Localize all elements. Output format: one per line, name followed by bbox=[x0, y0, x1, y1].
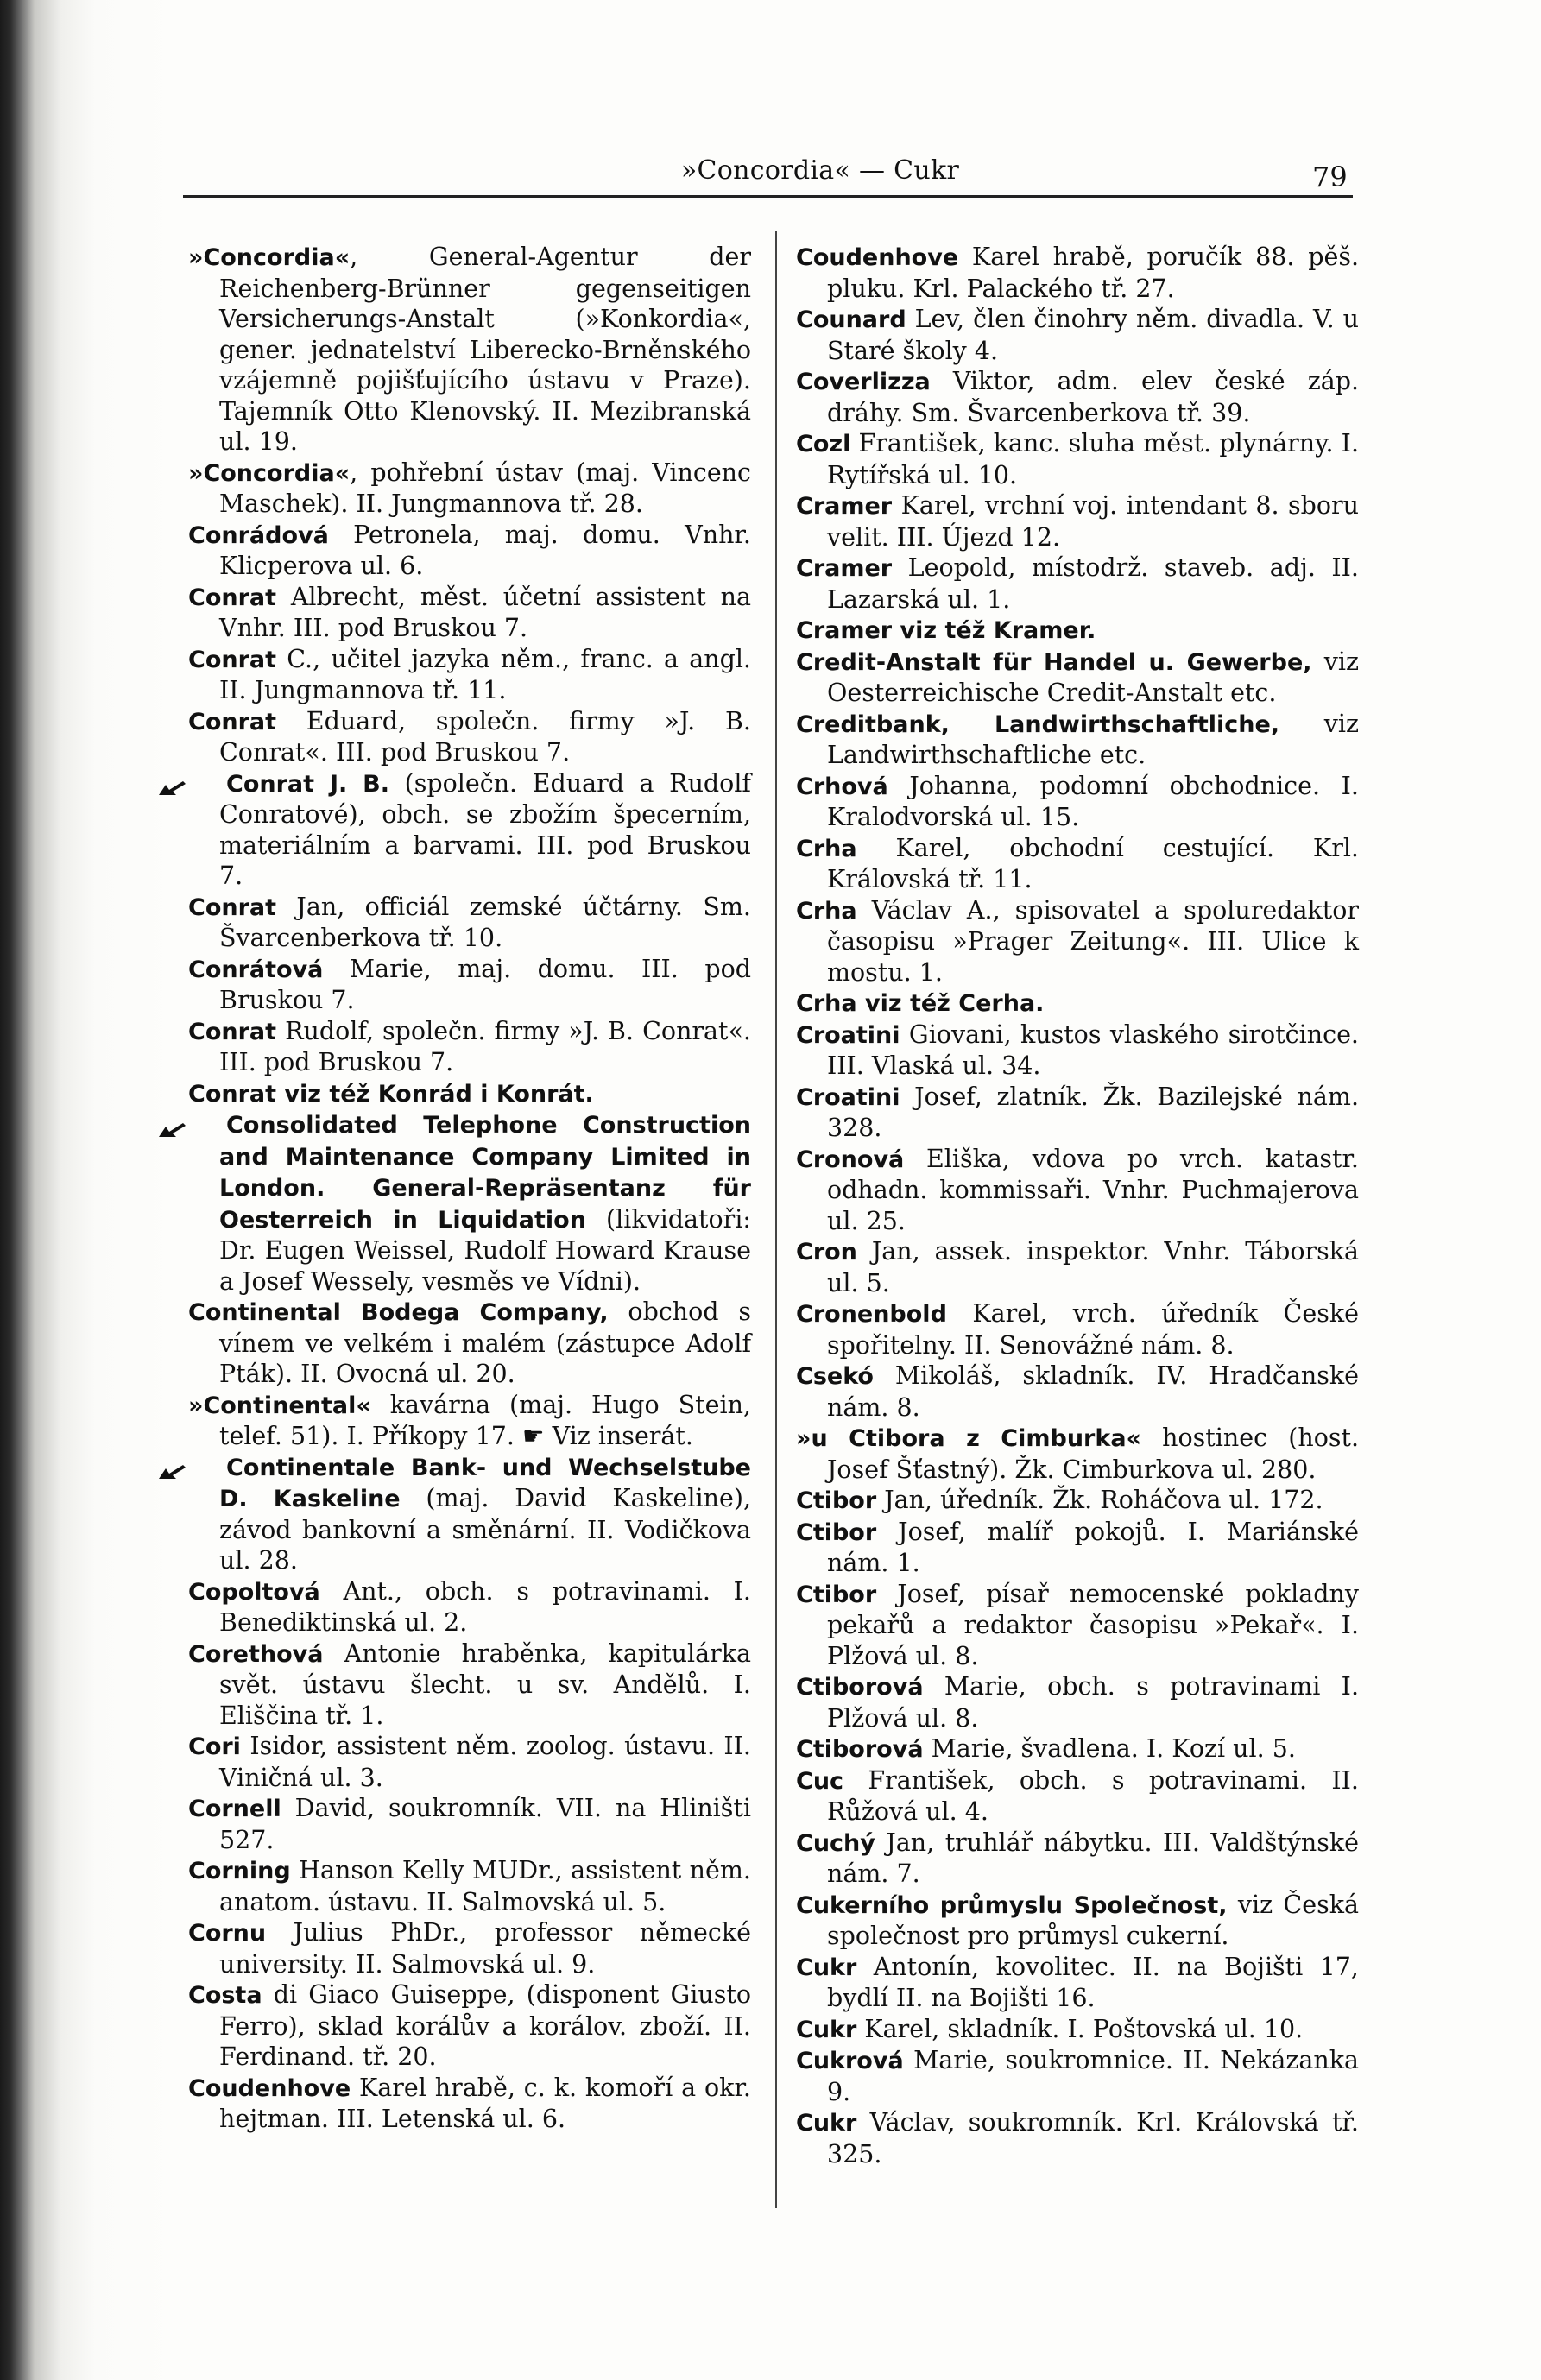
entry-name: Continental Bodega Company, bbox=[188, 1299, 609, 1326]
entry-name: Corethová bbox=[188, 1640, 324, 1668]
entry-name: Conrat bbox=[188, 1018, 277, 1045]
directory-entry bbox=[796, 304, 1359, 366]
directory-entry bbox=[188, 1979, 751, 2073]
entry-name: Consolidated Telephone Construction and Maintenance Company Limited in London. General-Repräsentanz für Oesterreich in Liquidation bbox=[219, 1112, 751, 1234]
entry-name: Cron bbox=[796, 1239, 857, 1266]
entry-text: C., učitel jazyka něm., franc. a angl. II. Jungmannova tř. 11. bbox=[219, 644, 751, 704]
entry-text: viz Oesterreichische Credit-Anstalt etc. bbox=[827, 647, 1359, 707]
entry-name: Conrat viz též Konrád i Konrát. bbox=[188, 1080, 594, 1108]
entry-text: Karel, vrchní voj. intendant 8. sboru velit. III. Újezd 12. bbox=[827, 491, 1359, 552]
directory-entry bbox=[188, 1731, 751, 1793]
directory-entry bbox=[188, 1390, 751, 1452]
page-number: 79 bbox=[1312, 161, 1348, 193]
entry-name: Cramer viz též Kramer. bbox=[796, 617, 1096, 644]
directory-entry bbox=[796, 647, 1359, 709]
entry-name: Ctiborová bbox=[796, 1736, 924, 1763]
entry-name: Conrádová bbox=[188, 521, 329, 549]
entry-name: Ctibor bbox=[796, 1487, 877, 1514]
entry-text: Václav, soukromník. Krl. Královská tř. 325. bbox=[827, 2108, 1359, 2169]
entry-text: David, soukromník. VII. na Hliništi 527. bbox=[219, 1794, 751, 1854]
entry-name: Credit-Anstalt für Handel u. Gewerbe, bbox=[796, 648, 1312, 676]
entry-text: Lev, člen činohry něm. divadla. V. u Staré školy 4. bbox=[827, 305, 1359, 365]
directory-entry bbox=[188, 644, 751, 706]
directory-entry bbox=[796, 1671, 1359, 1733]
entry-text: Jan, truhlář nábytku. III. Valdštýnské nám. 7. bbox=[827, 1828, 1359, 1888]
entry-text: Petronela, maj. domu. Vnhr. Klicperova ul. 6. bbox=[219, 520, 751, 580]
directory-entry bbox=[188, 1078, 751, 1110]
entry-text: viz Česká společnost pro průmysl cukerní. bbox=[827, 1890, 1359, 1950]
entry-text: di Giaco Guiseppe, (disponent Giusto Ferro), sklad korálův a korálov. zboží. II. Ferdinand. tř. 20. bbox=[219, 1980, 751, 2071]
directory-entry bbox=[796, 895, 1359, 988]
entry-name: Cukrová bbox=[796, 2048, 904, 2074]
entry-text: Karel, vrch. úředník České spořitelny. II. Senovážné nám. 8. bbox=[827, 1299, 1359, 1360]
header-rule bbox=[183, 195, 1353, 198]
entry-text: Václav A., spisovatel a spoluredaktor časopisu »Prager Zeitung«. III. Ulice k mostu. 1. bbox=[827, 895, 1359, 987]
entry-name: Cukr bbox=[796, 2016, 857, 2043]
directory-entry bbox=[188, 242, 751, 458]
directory-entry bbox=[796, 490, 1359, 552]
directory-entry bbox=[796, 1517, 1359, 1579]
entry-name: Conrat bbox=[188, 584, 277, 611]
directory-entry bbox=[796, 1144, 1359, 1237]
entry-name: Copoltová bbox=[188, 1578, 320, 1606]
directory-entry bbox=[188, 1297, 751, 1390]
entry-name: Creditbank, Landwirthschaftliche, bbox=[796, 710, 1280, 738]
directory-entry bbox=[188, 1576, 751, 1638]
directory-entry bbox=[188, 1855, 751, 1917]
entry-text: Julius PhDr., professor německé university. II. Salmovská ul. 9. bbox=[219, 1918, 751, 1979]
directory-entry bbox=[796, 1733, 1359, 1765]
entry-name: Cozl bbox=[796, 431, 851, 458]
directory-entry bbox=[796, 1423, 1359, 1485]
directory-entry bbox=[796, 1236, 1359, 1298]
directory-entry bbox=[796, 833, 1359, 895]
directory-entry bbox=[796, 2107, 1359, 2169]
entry-text: Antonín, kovolitec. II. na Bojišti 17, bydlí II. na Bojišti 16. bbox=[827, 1952, 1359, 2012]
entry-text: hostinec (host. Josef Šťastný). Žk. Cimburkova ul. 280. bbox=[827, 1424, 1360, 1484]
entry-text: Josef, písař nemocenské pokladny pekařů a redaktor časopisu »Pekař«. I. Plžová ul. 8. bbox=[827, 1579, 1359, 1670]
entry-text: , General-Agentur der Reichenberg-Brünner gegenseitigen Versicherungs-Anstalt (»Konkordia«, gener. jednatelství Liberecko-Brněnského vzájemně pojišťujícího ústavu v Praze). Tajemník Otto Klenovský. II. Mezibranská ul. 19. bbox=[219, 243, 751, 456]
entry-name: Ctibor bbox=[796, 1581, 877, 1608]
entry-name: Coudenhove bbox=[796, 244, 959, 271]
directory-entry bbox=[796, 615, 1359, 647]
entry-name: Cukerního průmyslu Společnost, bbox=[796, 1891, 1228, 1919]
entry-name: Csekó bbox=[796, 1363, 874, 1390]
directory-entry bbox=[188, 1452, 751, 1576]
entry-name: Crha bbox=[796, 897, 857, 925]
entry-name: »u Ctibora z Cimburka« bbox=[796, 1425, 1141, 1452]
entry-text: Karel hrabě, poručík 88. pěš. pluku. Krl. Palackého tř. 27. bbox=[827, 243, 1359, 303]
entry-text: František, kanc. sluha měst. plynárny. I. Rytířská ul. 10. bbox=[827, 429, 1359, 489]
directory-entry bbox=[796, 709, 1359, 771]
directory-entry bbox=[796, 2014, 1359, 2046]
directory-entry bbox=[796, 1360, 1359, 1423]
entry-text: Isidor, assistent něm. zoolog. ústavu. II. Viničná ul. 3. bbox=[219, 1732, 751, 1792]
directory-entry bbox=[796, 2045, 1359, 2107]
entry-name: Cuchý bbox=[796, 1829, 875, 1857]
directory-entry bbox=[796, 1952, 1359, 2014]
directory-entry bbox=[188, 1917, 751, 1979]
entry-text: Karel, obchodní cestující. Krl. Královská tř. 11. bbox=[827, 833, 1359, 893]
pointing-hand-icon bbox=[188, 1459, 221, 1478]
entry-name: Crha bbox=[796, 835, 857, 862]
entry-text: obchod s vínem ve velkém i malém (zástupce Adolf Pták). II. Ovocná ul. 20. bbox=[219, 1297, 751, 1388]
entry-text: Leopold, místodrž. staveb. adj. II. Lazarská ul. 1. bbox=[827, 553, 1359, 614]
entry-text: Jan, officiál zemské účtárny. Sm. Švarcenberkova tř. 10. bbox=[219, 892, 751, 952]
entry-name: Croatini bbox=[796, 1021, 900, 1049]
entry-name: Costa bbox=[188, 1982, 262, 2009]
right-column bbox=[796, 242, 1359, 2169]
directory-entry bbox=[188, 520, 751, 582]
column-divider bbox=[775, 231, 777, 2208]
directory-entry bbox=[796, 242, 1359, 304]
entry-text: Eliška, vdova po vrch. katastr. odhadn. kommissaři. Vnhr. Puchmajerova ul. 25. bbox=[827, 1144, 1359, 1235]
directory-entry bbox=[796, 1082, 1359, 1144]
entry-name: Cramer bbox=[796, 493, 893, 520]
entry-name: »Concordia« bbox=[188, 244, 351, 271]
entry-text: Karel, skladník. I. Poštovská ul. 10. bbox=[856, 2014, 1304, 2043]
directory-entry bbox=[796, 552, 1359, 615]
entry-text: Eduard, společn. firmy »J. B. Conrat«. III. pod Bruskou 7. bbox=[219, 706, 751, 767]
directory-entry bbox=[188, 1016, 751, 1078]
entry-name: Coverlizza bbox=[796, 369, 931, 395]
entry-text: František, obch. s potravinami. II. Růžová ul. 4. bbox=[827, 1765, 1359, 1826]
entry-name: Cornu bbox=[188, 1920, 267, 1947]
entry-text: kavárna (maj. Hugo Stein, telef. 51). I. Příkopy 17. ☛ Viz inserát. bbox=[219, 1390, 751, 1450]
entry-text: Jan, assek. inspektor. Vnhr. Táborská ul. 5. bbox=[827, 1237, 1359, 1297]
entry-text: Marie, švadlena. I. Kozí ul. 5. bbox=[923, 1734, 1296, 1763]
entry-name: Ctibor bbox=[796, 1518, 877, 1546]
entry-name: Conrat J. B. bbox=[226, 770, 390, 798]
entry-name: Ctiborová bbox=[796, 1674, 924, 1701]
entry-name: Cronová bbox=[796, 1146, 905, 1173]
entry-name: Cuc bbox=[796, 1767, 844, 1795]
directory-entry bbox=[188, 1109, 751, 1297]
entry-name: Coudenhove bbox=[188, 2074, 351, 2102]
entry-name: Croatini bbox=[796, 1083, 900, 1111]
entry-name: Conrátová bbox=[188, 956, 324, 983]
directory-entry bbox=[796, 1298, 1359, 1360]
directory-entry bbox=[796, 1890, 1359, 1952]
directory-entry bbox=[188, 1793, 751, 1855]
entry-text: Giovani, kustos vlaského sirotčince. III. Vlaská ul. 34. bbox=[827, 1020, 1359, 1080]
entry-text: (likvidatoři: Dr. Eugen Weissel, Rudolf Howard Krause a Josef Wessely, vesměs ve Vídni). bbox=[219, 1204, 751, 1296]
entry-name: Cramer bbox=[796, 555, 893, 582]
entry-text: Marie, obch. s potravinami I. Plžová ul. 8. bbox=[827, 1672, 1359, 1733]
entry-name: Conrat bbox=[188, 646, 277, 673]
directory-entry bbox=[796, 1579, 1359, 1672]
directory-entry bbox=[796, 1828, 1359, 1890]
directory-entry bbox=[188, 768, 751, 892]
directory-entry bbox=[796, 771, 1359, 833]
entry-name: Crha viz též Cerha. bbox=[796, 990, 1045, 1017]
entry-name: Cornell bbox=[188, 1796, 281, 1822]
entry-text: Josef, malíř pokojů. I. Mariánské nám. 1. bbox=[827, 1517, 1359, 1577]
directory-entry bbox=[796, 428, 1359, 490]
directory-entry bbox=[188, 582, 751, 644]
entry-text: Jan, úředník. Žk. Roháčova ul. 172. bbox=[876, 1486, 1323, 1514]
entry-name: Cukr bbox=[796, 2110, 857, 2137]
entry-name: Crhová bbox=[796, 773, 888, 800]
directory-entry bbox=[188, 706, 751, 768]
entry-text: Johanna, podomní obchodnice. I. Kralodvorská ul. 15. bbox=[827, 771, 1359, 831]
entry-text: Marie, soukromnice. II. Nekázanka 9. bbox=[827, 2046, 1359, 2106]
directory-entry bbox=[796, 1020, 1359, 1082]
entry-name: Cori bbox=[188, 1733, 241, 1760]
running-head: »Concordia« — Cukr bbox=[680, 155, 960, 186]
directory-entry bbox=[796, 1765, 1359, 1828]
entry-text: , pohřební ústav (maj. Vincenc Maschek). II. Jungmannova tř. 28. bbox=[219, 458, 751, 518]
entry-name: Cukr bbox=[796, 1954, 857, 1981]
entry-text: Viktor, adm. elev české záp. dráhy. Sm. Švarcenberkova tř. 39. bbox=[827, 367, 1359, 427]
directory-entry bbox=[796, 988, 1359, 1020]
entry-text: Marie, maj. domu. III. pod Bruskou 7. bbox=[219, 954, 751, 1014]
pointing-hand-icon bbox=[188, 775, 221, 794]
entry-text: viz Landwirthschaftliche etc. bbox=[827, 709, 1360, 769]
entry-name: Continentale Bank- und Wechselstube D. Kaskeline bbox=[219, 1454, 751, 1512]
entry-name: Corning bbox=[188, 1858, 291, 1884]
directory-entry bbox=[188, 954, 751, 1016]
directory-entry bbox=[188, 2073, 751, 2135]
entry-text: (společn. Eduard a Rudolf Conratové), obch. se zbožím špecerním, materiálním a barvami. III. pod Bruskou 7. bbox=[219, 768, 751, 890]
entry-text: Josef, zlatník. Žk. Bazilejské nám. 328. bbox=[827, 1082, 1359, 1142]
entry-text: Karel hrabě, c. k. komoří a okr. hejtman. III. Letenská ul. 6. bbox=[219, 2073, 751, 2133]
entry-text: Mikoláš, skladník. IV. Hradčanské nám. 8. bbox=[827, 1361, 1359, 1422]
directory-entry bbox=[796, 366, 1359, 428]
entry-text: Albrecht, měst. účetní assistent na Vnhr. III. pod Bruskou 7. bbox=[219, 582, 751, 642]
entry-name: Conrat bbox=[188, 893, 277, 921]
directory-entry bbox=[188, 1638, 751, 1732]
directory-entry bbox=[796, 1485, 1359, 1517]
entry-text: Antonie hraběnka, kapitulárka svět. ústavu šlecht. u sv. Andělů. I. Eliščina tř. 1. bbox=[219, 1638, 751, 1730]
entry-text: Ant., obch. s potravinami. I. Benediktinská ul. 2. bbox=[219, 1576, 751, 1637]
directory-entry bbox=[188, 458, 751, 520]
pointing-hand-icon bbox=[188, 1117, 221, 1136]
entry-text: Hanson Kelly MUDr., assistent něm. anatom. ústavu. II. Salmovská ul. 5. bbox=[219, 1856, 751, 1916]
entry-text: Rudolf, společn. firmy »J. B. Conrat«. III. pod Bruskou 7. bbox=[219, 1016, 751, 1076]
left-column bbox=[188, 242, 751, 2135]
entry-text: (maj. David Kaskeline), závod bankovní a směnární. II. Vodičkova ul. 28. bbox=[219, 1484, 751, 1575]
directory-entry bbox=[188, 892, 751, 954]
entry-name: »Continental« bbox=[188, 1392, 371, 1419]
entry-name: Cronenbold bbox=[796, 1301, 947, 1328]
entry-name: Conrat bbox=[188, 708, 277, 735]
entry-name: »Concordia« bbox=[188, 459, 351, 487]
entry-name: Counard bbox=[796, 306, 906, 333]
